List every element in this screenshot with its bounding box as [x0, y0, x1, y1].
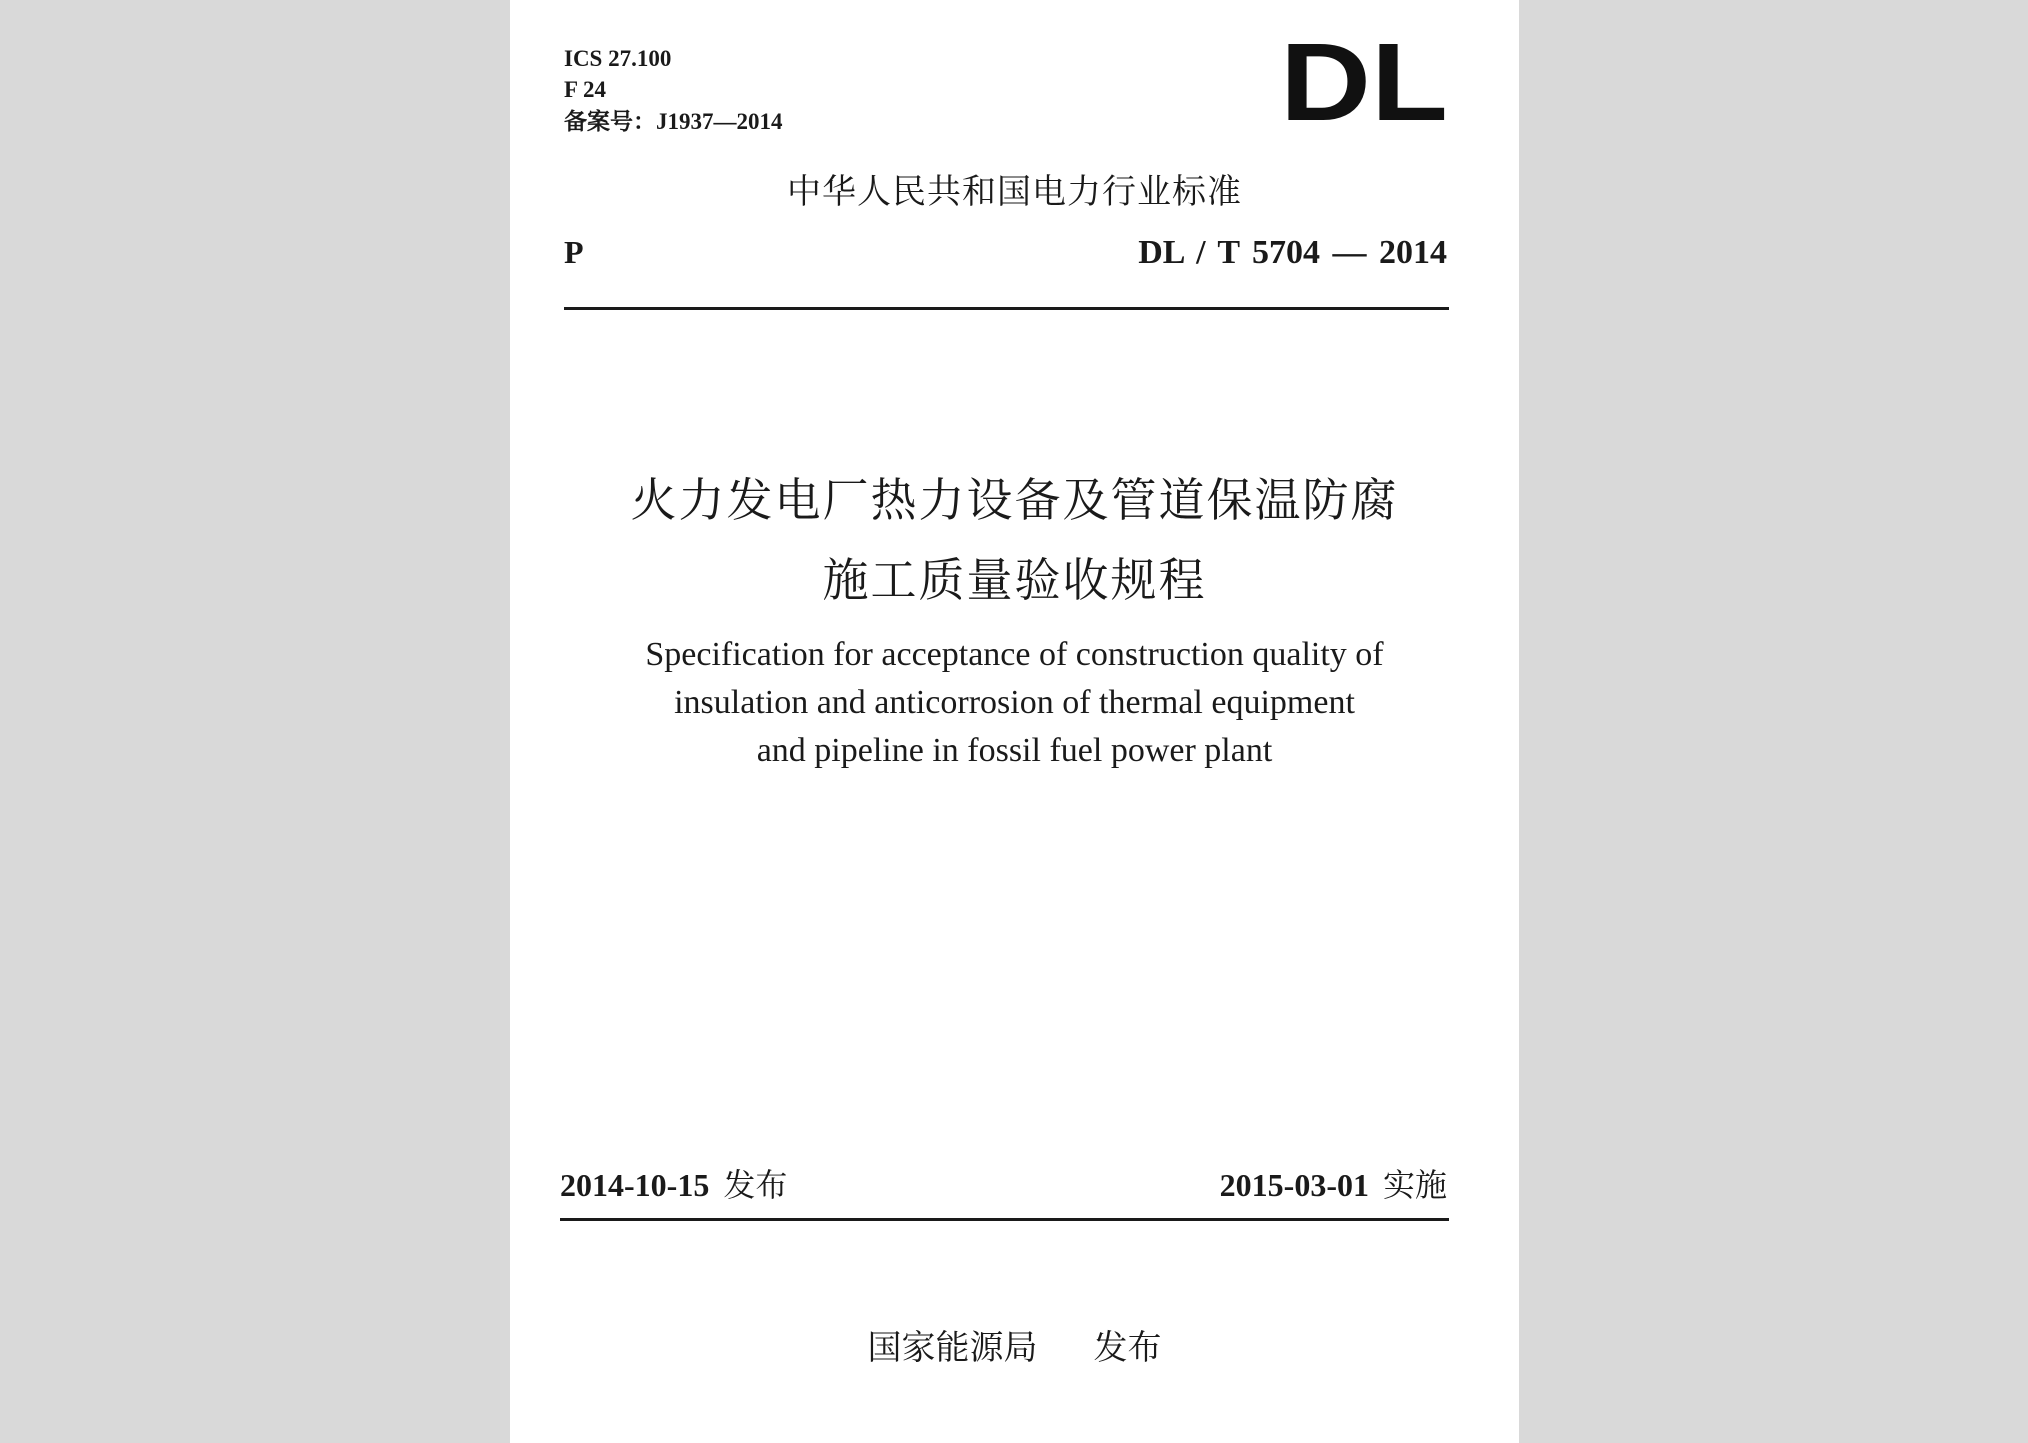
title-en-line-3: and pipeline in fossil fuel power plant [756, 732, 1273, 769]
title-en-line-1: Specification for acceptance of construction quality of [645, 636, 1384, 673]
effective-date [1220, 1160, 1447, 1206]
publish-label: 发布 [723, 1166, 788, 1204]
record-number: 备案号：J1937—2014 [564, 109, 783, 134]
ics-number: ICS 27.100 [564, 46, 672, 71]
title-cn-line-1: 火力发电厂热力设备及管道保温防腐 [630, 473, 1399, 527]
publish-date-value: 2014-10-15 [560, 1167, 710, 1203]
issuer-name: 国家能源局 [867, 1328, 1038, 1368]
title-cn-line-2: 施工质量验收规程 [822, 553, 1207, 607]
effective-label: 实施 [1382, 1166, 1447, 1204]
issuer-label: 发布 [1093, 1328, 1162, 1368]
standard-code: DL / T 5704 — 2014 [1138, 234, 1447, 271]
effective-date-value: 2015-03-01 [1219, 1167, 1369, 1203]
category-letter: P [564, 234, 584, 270]
title-en-line-2: insulation and anticorrosion of thermal equipment [674, 684, 1355, 721]
top-divider [564, 307, 1449, 310]
classification-code: F 24 [564, 77, 606, 102]
standard-cover-page [510, 0, 1519, 1443]
dl-logo [1279, 36, 1449, 128]
publish-date [560, 1160, 787, 1206]
issuer-line [510, 1320, 1519, 1369]
standard-series-title: 中华人民共和国电力行业标准 [787, 172, 1242, 212]
bottom-divider [560, 1218, 1449, 1221]
dl-logo-text: DL [1280, 36, 1448, 128]
